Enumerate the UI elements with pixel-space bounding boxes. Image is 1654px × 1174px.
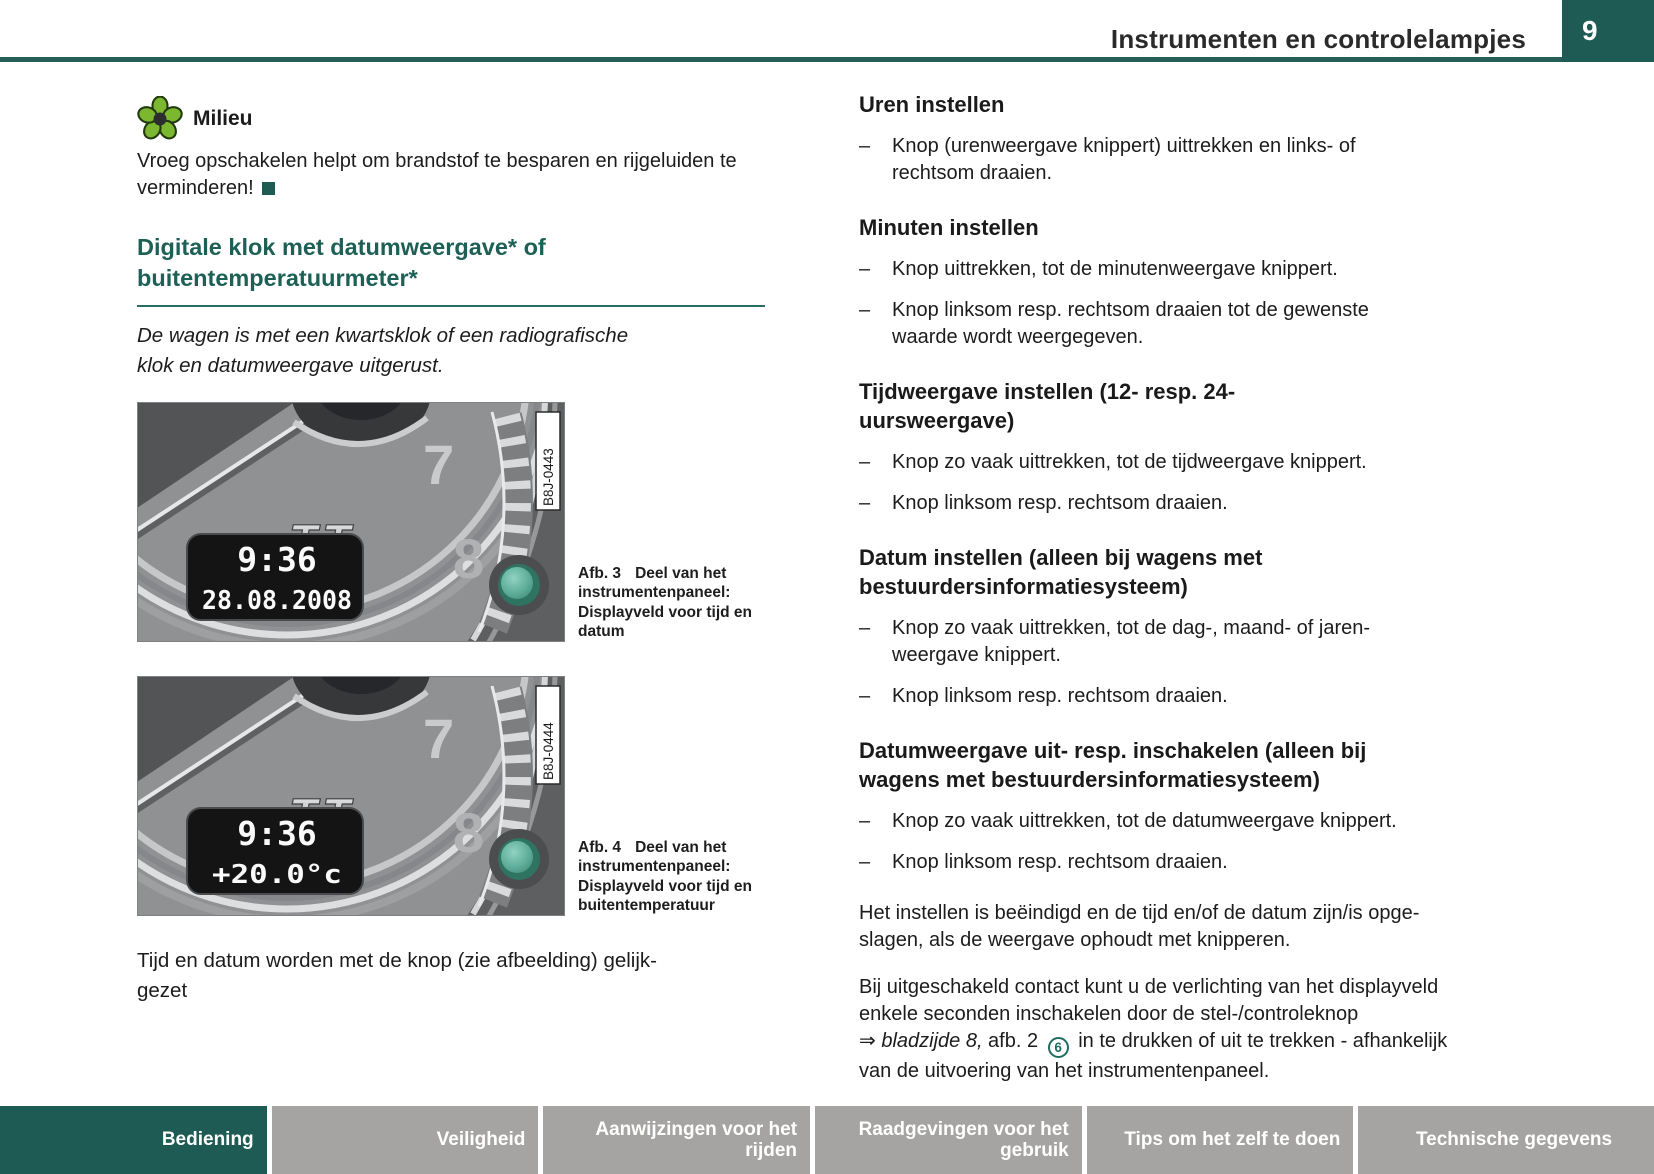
figure-3-caption [578, 564, 765, 642]
dial-number-7: 7 [423, 706, 455, 770]
text-line: instrumentenpaneel: [578, 858, 731, 875]
heading-uren-instellen: Uren instellen [859, 92, 1005, 117]
image-code-label: B8J-0443 [541, 447, 556, 506]
milieu-text [137, 148, 765, 202]
set-control-knob [501, 567, 533, 599]
closing-paragraph [137, 946, 765, 1006]
text-line: Afb. 4 Deel van het [578, 838, 727, 856]
text-line: De wagen is met een kwartsklok of een radiografische [137, 324, 629, 347]
text-line: gezet [137, 978, 188, 1002]
text-line: Vroeg opschakelen helpt om brandstof te besparen en rijgeluiden te [137, 150, 737, 172]
heading-tijdweergave-instellen: Tijdweergave instellen (12- resp. 24- uursweergave) [859, 379, 1236, 433]
cross-reference: ⇒ bladzijde 8, [859, 1030, 983, 1052]
list-item: – Knop linksom resp. rechtsom draaien. [859, 849, 1507, 876]
eco-flower-icon [137, 96, 183, 142]
heading-datum-instellen: Datum instellen (alleen bij wagens met bestuurdersinformatiesysteem) [859, 545, 1263, 599]
bullet-dash: – [859, 299, 871, 321]
set-control-knob [501, 841, 533, 873]
bullet-dash: – [859, 810, 871, 832]
result-paragraph: Het instellen is beëindigd en de tijd en/of de datum zijn/is opge- slagen, als de weergave ophoudt met knipperen. [859, 902, 1420, 951]
section-heading [137, 232, 765, 307]
footer-tab-tips[interactable]: Tips om het zelf te doen [1087, 1106, 1354, 1174]
text-line: buitentemperatuur [578, 897, 715, 914]
footer-tab-aanwijzingen[interactable]: Aanwijzingen voor het rijden [543, 1106, 810, 1174]
figure-3 [137, 402, 765, 642]
text-line: instrumentenpaneel: [578, 584, 731, 601]
list-item: – Knop linksom resp. rechtsom draaien. [859, 490, 1507, 517]
footer-tab-technische-gegevens[interactable]: Technische gegevens [1358, 1106, 1654, 1174]
text-line: verminderen! [137, 175, 765, 202]
list-item: – Knop linksom resp. rechtsom draaien tot de gewenste waarde wordt weergegeven. [859, 297, 1507, 351]
section-intro [137, 321, 765, 381]
page-header-title: Instrumenten en controlelampjes [1110, 24, 1526, 54]
list-item: – Knop zo vaak uittrekken, tot de tijdweergave knippert. [859, 449, 1507, 476]
right-column [859, 90, 1507, 1128]
list-item: – Knop (urenweergave knippert) uittrekken en links- of rechtsom draaien. [859, 133, 1507, 187]
chapter-tab-bar [0, 1106, 1654, 1174]
text-line: Tijd en datum worden met de knop (zie afbeelding) gelijk- [137, 948, 657, 972]
text-line: Displayveld voor tijd en [578, 877, 752, 895]
list-item: – Knop zo vaak uittrekken, tot de datumweergave knippert. [859, 808, 1507, 835]
list-item: – Knop zo vaak uittrekken, tot de dag-, maand- of jaren- weergave knippert. [859, 615, 1507, 669]
bullet-dash: – [859, 617, 871, 639]
list-item: – Knop uittrekken, tot de minutenweergave knippert. [859, 256, 1507, 283]
text-line: Digitale klok met datumweergave* of [137, 234, 546, 260]
bullet-dash: – [859, 492, 871, 514]
text-line: buitentemperatuurmeter* [137, 265, 418, 291]
instrument-panel-photo [137, 676, 565, 916]
heading-minuten-instellen: Minuten instellen [859, 215, 1039, 240]
milieu-title: Milieu [193, 107, 253, 130]
text-line: Displayveld voor tijd en [578, 603, 752, 621]
bullet-dash: – [859, 451, 871, 473]
page-number: 9 [1582, 15, 1598, 46]
bullet-dash: – [859, 135, 871, 157]
section-end-square-icon [262, 182, 275, 195]
list-item: – Knop linksom resp. rechtsom draaien. [859, 683, 1507, 710]
header-rule [0, 57, 1654, 62]
footer-tab-bediening[interactable]: Bediening [0, 1106, 267, 1174]
illumination-paragraph: Bij uitgeschakeld contact kunt u de verlichting van het displayveld enkele seconden inschakelen door de stel-/controleknop ⇒ bladzijde 8, afb. 2 6 in te drukken of uit te trekken - afhankelijk van de uitvoering van het instrumentenpaneel. [859, 974, 1507, 1085]
footer-tab-veiligheid[interactable]: Veiligheid [272, 1106, 539, 1174]
callout-number-6: 6 [1048, 1037, 1069, 1058]
figure-4 [137, 676, 765, 916]
bullet-dash: – [859, 258, 871, 280]
text-line: klok en datumweergave uitgerust. [137, 354, 444, 377]
bullet-dash: – [859, 685, 871, 707]
text-line: datum [578, 623, 625, 640]
dial-number-8: 8 [453, 526, 485, 590]
lcd-temperature: +20.0°c [212, 859, 342, 890]
image-code-label: B8J-0444 [541, 721, 556, 780]
bullet-dash: – [859, 851, 871, 873]
lcd-time: 9:36 [237, 813, 317, 853]
lcd-time: 9:36 [237, 539, 317, 579]
instrument-panel-photo [137, 402, 565, 642]
text-line: Afb. 3 Deel van het [578, 564, 727, 582]
dial-number-8: 8 [453, 800, 485, 864]
footer-tab-raadgevingen[interactable]: Raadgevingen voor het gebruik [815, 1106, 1082, 1174]
milieu-note-header [137, 96, 765, 142]
lcd-date: 28.08.2008 [202, 585, 352, 616]
dial-number-7: 7 [423, 432, 455, 496]
figure-4-caption [578, 838, 765, 916]
heading-datumweergave-inschakelen: Datumweergave uit- resp. inschakelen (alleen bij wagens met bestuurdersinformatiesysteem) [859, 738, 1367, 792]
left-column [137, 96, 765, 1026]
text-line: ⇒ bladzijde 8, afb. 2 6 in te drukken of uit te trekken - afhankelijk [859, 1028, 1507, 1058]
page-number-box [1562, 0, 1654, 62]
